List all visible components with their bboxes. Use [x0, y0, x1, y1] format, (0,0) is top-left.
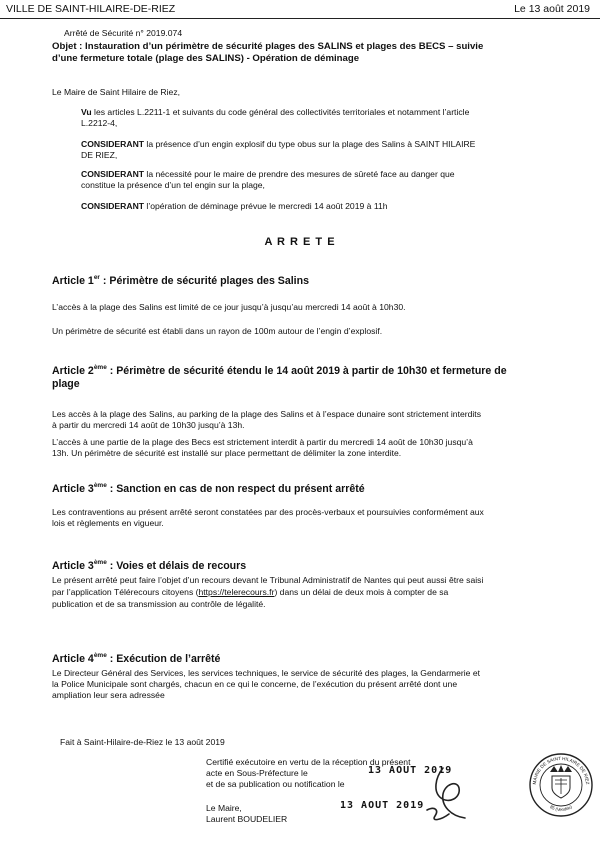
article-number: Article 3 — [52, 560, 94, 572]
para-line: la Police Municipale sont chargés, chacun en ce qui le concerne, de l’exécution du présent arrêté dont une — [52, 679, 458, 690]
article-3-recours-line-2 — [52, 587, 448, 598]
article-sup: er — [93, 274, 100, 281]
para-line: par l’application Télérecours citoyens ( — [52, 587, 199, 597]
para-line: à partir du mercredi 14 août de 10h30 jusqu’à 13h. — [52, 420, 245, 431]
article-sup: ème — [93, 559, 107, 566]
para-line: L’accès à une partie de la plage des Becs est strictement interdit à partir du mercredi 14 août de 10h30 jusqu’à — [52, 437, 473, 447]
telerecours-link[interactable]: https://telerecours.fr — [198, 587, 275, 597]
considerant-text-cont: L.2212-4, — [81, 118, 118, 129]
article-2-heading — [52, 361, 550, 378]
article-number: Article 3 — [52, 483, 94, 495]
article-3-recours-line-3: publication et de sa transmission au contrôle de légalité. — [52, 599, 266, 609]
article-2-para-2 — [52, 437, 473, 459]
considerant-keyword: Vu — [81, 107, 92, 117]
arrete-heading: A R R E T E — [264, 236, 336, 248]
header-date: Le 13 août 2019 — [514, 3, 590, 15]
article-3-para-1 — [52, 507, 484, 529]
certifie-line-1: Certifié exécutoire en vertu de la réception du présent — [206, 757, 411, 767]
considerant-keyword: CONSIDERANT — [81, 201, 145, 211]
considerant-2 — [81, 169, 551, 191]
article-3-heading — [52, 479, 365, 496]
para-line: ampliation leur sera adressée — [52, 690, 165, 701]
signatory-name: Laurent BOUDELIER — [206, 814, 288, 824]
para-line: Les contraventions au présent arrêté seront constatées par des procès-verbaux et poursuivies conformément aux — [52, 507, 484, 517]
decree-reference: Arrêté de Sécurité n° 2019.074 — [64, 28, 183, 38]
para-line: lois et règlements en vigueur. — [52, 518, 164, 529]
article-3-recours-line-1: Le présent arrêté peut faire l’objet d’un recours devant le Tribunal Administratif de Nantes qui peut aussi être saisi — [52, 575, 484, 585]
article-1-para-2: Un périmètre de sécurité est établi dans un rayon de 100m autour de l’engin d’explosif. — [52, 326, 383, 336]
header-town: VILLE DE SAINT-HILAIRE-DE-RIEZ — [6, 3, 176, 15]
objet-line-1: Objet : Instauration d’un périmètre de sécurité plages des SALINS et plages des BECS – suivie — [52, 41, 484, 52]
reception-date-stamp: 13 AOUT 2019 — [368, 765, 453, 776]
article-4-para-1 — [52, 668, 480, 702]
considerant-text: l’opération de déminage prévue le mercredi 14 août 2019 à 11h — [144, 201, 388, 211]
maire-intro: Le Maire de Saint Hilaire de Riez, — [52, 87, 181, 97]
para-line: 13h. Un périmètre de sécurité est installé sur place permettant de délimiter la zone interdite. — [52, 448, 402, 459]
article-title: : Exécution de l’arrêté — [106, 653, 221, 665]
considerant-1 — [81, 139, 551, 161]
article-2-heading-cont: plage — [52, 378, 80, 390]
article-number: Article 4 — [52, 653, 94, 665]
considerant-text: les articles L.2211-1 et suivants du code général des collectivités territoriales et notamment l’article — [91, 107, 470, 117]
certifie-line-2: acte en Sous-Préfecture le — [206, 768, 308, 778]
considerant-text-cont: constitue la présence d’un tel engin sur la plage, — [81, 180, 265, 191]
considerant-vu — [81, 107, 551, 129]
fait-a: Fait à Saint-Hilaire-de-Riez le 13 août 2019 — [60, 737, 225, 747]
article-sup: ème — [93, 364, 107, 371]
article-sup: ème — [93, 652, 107, 659]
publication-date-stamp: 13 AOUT 2019 — [340, 800, 425, 811]
article-2-para-1 — [52, 409, 481, 431]
considerant-text: la nécessité pour le maire de prendre des mesures de sûreté face au danger que — [144, 169, 455, 179]
para-line: ) dans un délai de deux mois à compter de sa — [274, 587, 449, 597]
official-seal — [528, 752, 594, 818]
considerant-text-cont: DE RIEZ, — [81, 150, 118, 161]
seal-top-text: MAIRIE DE SAINT HILAIRE DE RIEZ — [531, 755, 591, 785]
seal-bottom-text: 85 (Vendée) — [549, 804, 573, 813]
considerant-3 — [81, 201, 551, 212]
signature-title: Le Maire, — [206, 803, 242, 813]
considerant-text: la présence d’un engin explosif du type obus sur la plage des Salins à SAINT HILAIRE — [144, 139, 476, 149]
article-3-recours-heading — [52, 556, 246, 573]
considerant-keyword: CONSIDERANT — [81, 139, 145, 149]
objet-line-2: d’une fermeture totale (plage des SALINS) - Opération de déminage — [52, 53, 360, 64]
article-4-heading — [52, 649, 220, 666]
para-line: Les accès à la plage des Salins, au parking de la plage des Salins et à l’espace dunaire sont strictement interdits — [52, 409, 481, 419]
considerant-keyword: CONSIDERANT — [81, 169, 145, 179]
article-title: : Périmètre de sécurité plages des Salins — [99, 275, 309, 287]
article-1-para-1: L’accès à la plage des Salins est limité de ce jour jusqu’à jusqu’au mercredi 14 août à 10h30. — [52, 302, 406, 312]
article-number: Article 2 — [52, 365, 94, 377]
article-title: : Sanction en cas de non respect du présent arrêté — [106, 483, 365, 495]
article-number: Article 1 — [52, 275, 94, 287]
article-title: : Voies et délais de recours — [106, 560, 247, 572]
para-line: Le Directeur Général des Services, les services techniques, le service de sécurité des plages, la Gendarmerie et — [52, 668, 480, 678]
handwritten-signature — [415, 758, 485, 828]
certifie-line-3: et de sa publication ou notification le — [206, 779, 345, 789]
svg-text:85 (Vendée) — [549, 804, 573, 812]
article-sup: ème — [93, 482, 107, 489]
article-1-heading — [52, 271, 309, 288]
article-title: : Périmètre de sécurité étendu le 14 août 2019 à partir de 10h30 et fermeture de — [106, 365, 507, 377]
